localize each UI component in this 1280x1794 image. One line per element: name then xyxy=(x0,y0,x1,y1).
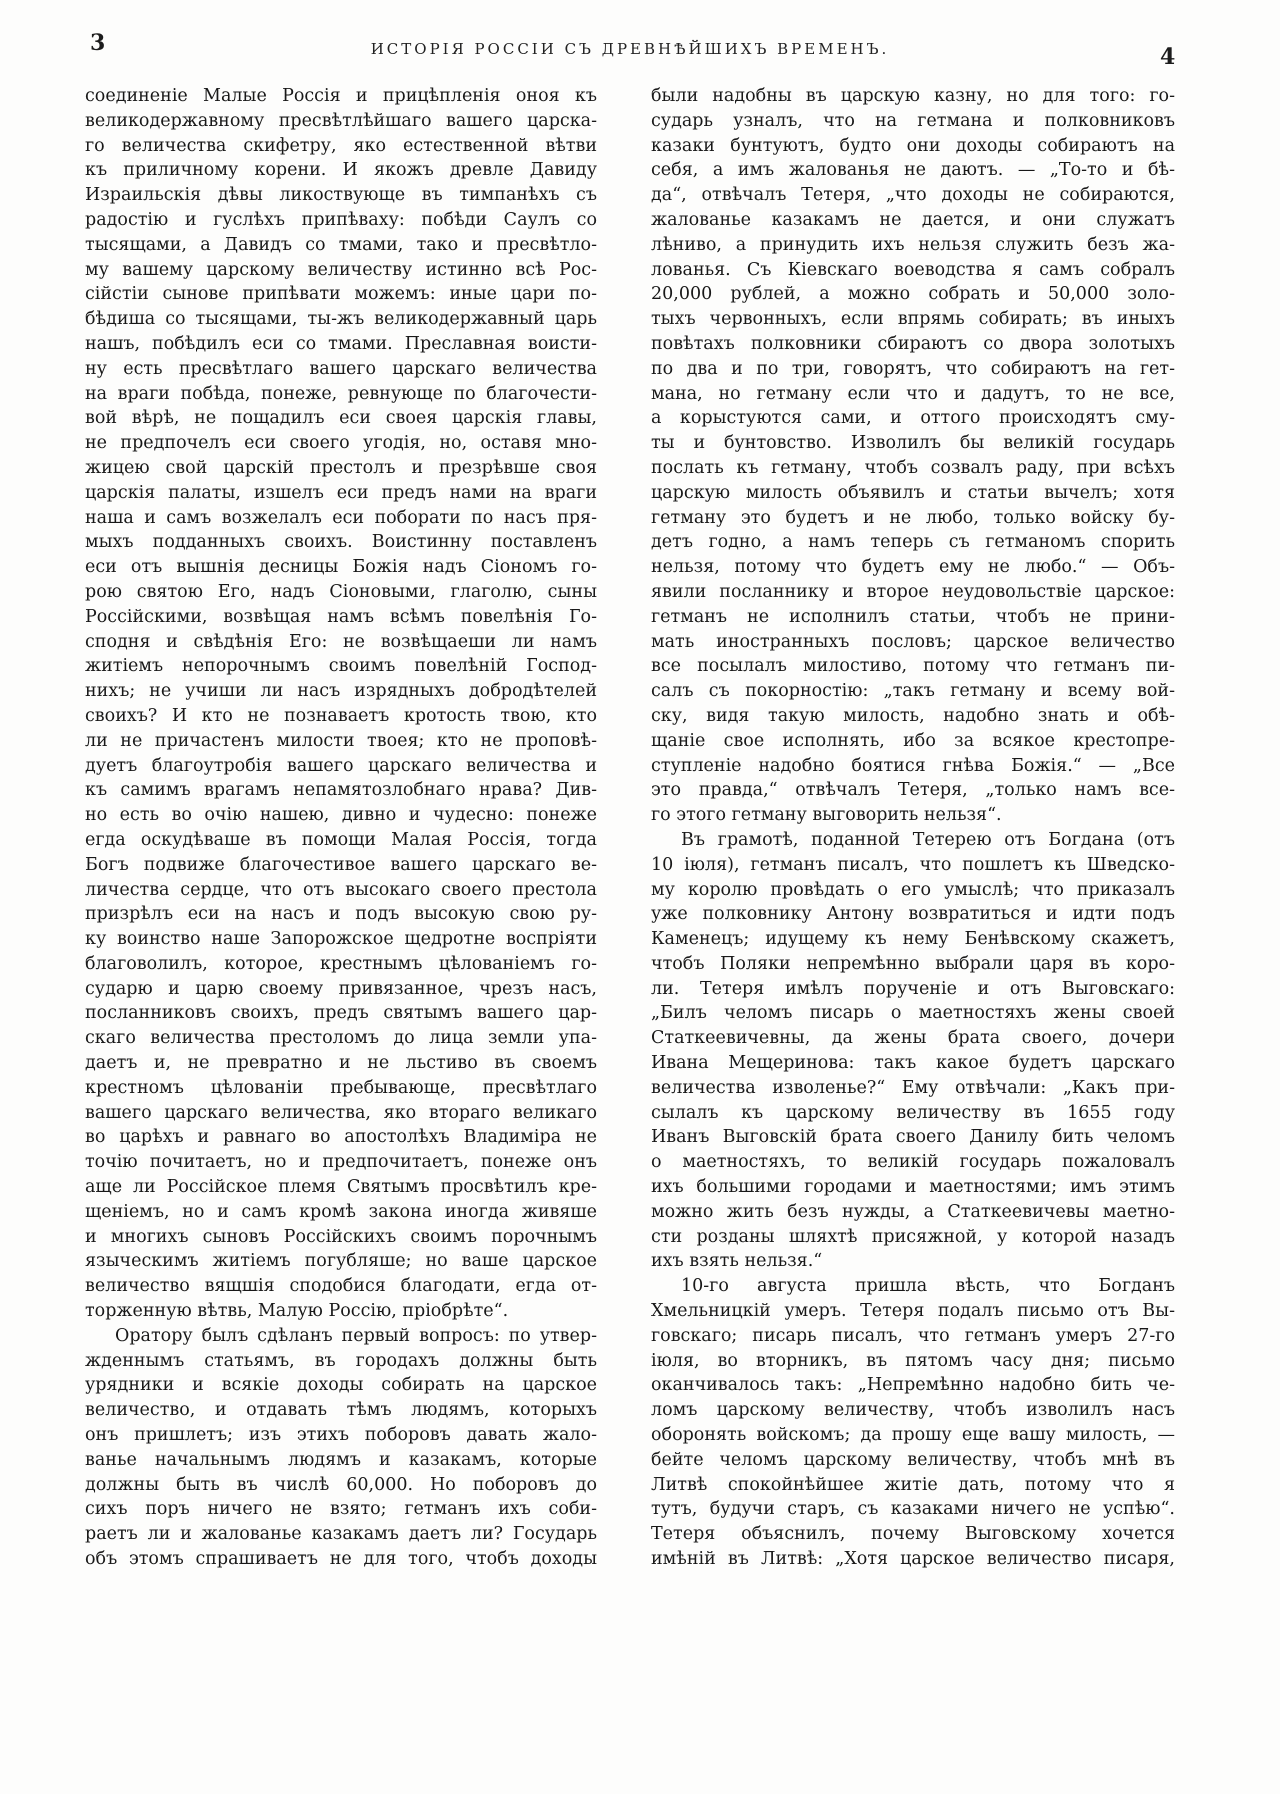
text-line: сійстіи сынове припѣвати можемъ: иные цари по- xyxy=(85,284,597,305)
text-line: аще ли Россійское племя Святымъ просвѣтилъ кре- xyxy=(85,1177,597,1198)
text-line: ли. Тетеря имѣлъ порученіе и отъ Выговскаго: xyxy=(651,978,1175,999)
text-line: житіемъ непорочнымъ своимъ повелѣній Господ- xyxy=(85,656,597,677)
text-line: къ самимъ врагамъ непамятозлобнаго нрава? Див- xyxy=(85,780,597,801)
text-line: должны быть въ числѣ 60,000. Но поборовъ до xyxy=(85,1474,597,1495)
text-line: Литвѣ спокойнѣйшее житіе дать, потому что я xyxy=(651,1474,1175,1495)
text-line: рою святою Его, надъ Сіоновыми, глаголю, сыны xyxy=(85,581,597,602)
text-line: царскую милость объявилъ и статьи вычелъ; хотя xyxy=(651,482,1175,503)
text-line: наша и самъ возжелалъ еси поборати по насъ пря- xyxy=(85,507,597,528)
text-line: на враги побѣда, понеже, ревнующе по благочести- xyxy=(85,383,597,404)
text-line: ли не причастенъ милости твоея; кто не проповѣ- xyxy=(85,730,597,751)
text-column-left xyxy=(85,84,597,1572)
text-line: сти розданы шляхтѣ присяжной, у которой назадъ xyxy=(651,1226,1175,1247)
text-line: повѣтахъ полковники сбираютъ со двора золотыхъ xyxy=(651,333,1175,354)
text-line: лѣниво, а принудить ихъ нельзя служить безъ жа- xyxy=(651,234,1175,255)
text-line: тутъ, будучи старъ, съ казаками ничего не успѣю“. xyxy=(651,1499,1175,1520)
text-line: сударь узналъ, что на гетмана и полковниковъ xyxy=(651,110,1175,131)
text-line: дуетъ благоутробія вашего царскаго величества и xyxy=(85,755,597,776)
text-line: ихъ взять нельзя.“ xyxy=(651,1251,823,1272)
text-line: все посылалъ милостиво, потому что гетманъ пи- xyxy=(651,656,1175,677)
text-line: ступленіе надобно боятися гнѣва Божія.“ — „Все xyxy=(651,755,1175,776)
text-line: Россійскими, возвѣщая намъ всѣмъ повелѣнія Го- xyxy=(85,606,597,627)
text-line: го этого гетману выговорить нельзя“. xyxy=(651,805,1002,826)
text-line: бѣдиша со тысящами, ты-жъ великодержавный царь xyxy=(85,309,597,330)
text-line: точію почитаетъ, но и предпочитаетъ, понеже онъ xyxy=(85,1152,597,1173)
text-line: 10 іюля), гетманъ писалъ, что пошлетъ къ Шведско- xyxy=(651,854,1175,875)
text-line: можно жить безъ нужды, а Статкеевичевы маетно- xyxy=(651,1201,1175,1222)
text-line: мана, но гетману если что и дадутъ, то не все, xyxy=(651,383,1175,404)
text-line: жицею свой царскій престолъ и презрѣвше своя xyxy=(85,457,597,478)
text-line: ку воинство наше Запорожское щедротне воспріяти xyxy=(85,929,597,950)
text-line: сударю и царю своему привязанное, чрезъ насъ, xyxy=(85,978,597,999)
text-line: Тетеря объяснилъ, почему Выговскому хочется xyxy=(651,1524,1175,1545)
text-line: 20,000 рублей, а можно собрать и 50,000 золо- xyxy=(651,284,1175,305)
text-line: языческимъ житіемъ погубляше; но ваше царское xyxy=(85,1251,597,1272)
text-line: Въ грамотѣ, поданной Тетерею отъ Богдана (отъ xyxy=(681,829,1175,850)
text-line: благоволилъ, которое, крестнымъ цѣлованіемъ го- xyxy=(85,953,597,974)
text-line: Каменецъ; идущему къ нему Бенѣвскому скажетъ, xyxy=(651,929,1175,950)
text-line: явили посланнику и второе неудовольствіе царское: xyxy=(651,581,1175,602)
text-line: гетману это будетъ и не любо, только войску бу- xyxy=(651,507,1175,528)
text-line: урядники и всякіе доходы собирать на царское xyxy=(85,1375,597,1396)
text-line: о маетностяхъ, то великій государь пожаловалъ xyxy=(651,1152,1175,1173)
text-line: еси отъ вышнія десницы Божія надъ Сіономъ го- xyxy=(85,557,597,578)
text-line: во царѣхъ и равнаго во апостолѣхъ Владиміра не xyxy=(85,1127,597,1148)
running-title: ИСТОРІЯ РОССІИ СЪ ДРЕВНѢЙШИХЪ ВРЕМЕНЪ. xyxy=(370,40,890,58)
text-line: объ этомъ спрашиваетъ не для того, чтобъ доходы xyxy=(85,1549,597,1570)
text-columns xyxy=(85,84,1175,1572)
text-line: егда оскудѣваше въ помощи Малая Россія, тогда xyxy=(85,829,597,850)
text-line: но есть во очію нашею, дивно и чудесно: понеже xyxy=(85,805,597,826)
text-line: своихъ? И кто не познаваетъ кротость твою, кто xyxy=(85,705,597,726)
text-line: мать иностранныхъ пословъ; царское величество xyxy=(651,631,1175,652)
text-line: посланниковъ своихъ, предъ святымъ вашего цар- xyxy=(85,1003,597,1024)
text-line: бейте челомъ царскому величеству, чтобъ мнѣ въ xyxy=(651,1449,1175,1470)
text-line: тысящами, а Давидъ со тмами, тако и пресвѣтло- xyxy=(85,234,597,255)
text-line: были надобны въ царскую казну, но для того: го- xyxy=(651,86,1175,106)
text-line: уже полковнику Антону возвратиться и идти подъ xyxy=(651,904,1175,925)
text-line: іюля, во вторникъ, въ пятомъ часу дня; письмо xyxy=(651,1350,1175,1371)
text-line: торженную вѣтвь, Малую Россію, пріобрѣте“. xyxy=(85,1301,509,1322)
text-line: мыхъ подданныхъ своихъ. Воистинну поставленъ xyxy=(85,532,597,553)
text-line: детъ годно, а намъ теперь съ гетманомъ спорить xyxy=(651,532,1175,553)
text-line: великодержавному пресвѣтлѣйшаго вашего царска- xyxy=(85,110,597,131)
text-line: 10-го августа пришла вѣсть, что Богданъ xyxy=(681,1276,1175,1297)
text-line: Оратору былъ сдѣланъ первый вопросъ: по утвер- xyxy=(115,1325,597,1346)
text-line: и многихъ сыновъ Россійскихъ своимъ порочнымъ xyxy=(85,1226,597,1247)
text-line: а корыстуются сами, и оттого происходятъ сму- xyxy=(651,408,1175,429)
text-line: призрѣлъ еси на насъ и подъ высокую свою ру- xyxy=(85,904,597,925)
text-line: по два и по три, говорятъ, что собираютъ на гет- xyxy=(651,358,1175,379)
text-line: жалованье казакамъ не дается, и они служатъ xyxy=(651,209,1175,230)
text-line: себя, а имъ жалованья не даютъ. — „То-то и бѣ- xyxy=(651,160,1175,181)
text-line: вой вѣрѣ, не пощадилъ еси своея царскія главы, xyxy=(85,408,597,429)
text-line: соединеніе Малые Россія и прицѣпленія оноя къ xyxy=(85,86,597,106)
page-number-left: 3 xyxy=(90,30,106,56)
text-line: царскія палаты, изшелъ еси предъ нами на враги xyxy=(85,482,597,503)
text-line: оборонять войскомъ; да прошу еще вашу милость, — xyxy=(651,1425,1175,1446)
text-line: нашъ, побѣдилъ еси со тмами. Преславная воисти- xyxy=(85,333,597,354)
page-number-right: 4 xyxy=(1160,44,1176,70)
text-line: величество вящшія сподобися благодати, егда от- xyxy=(85,1276,597,1297)
text-line: Ивана Мещеринова: такъ какое будетъ царскаго xyxy=(651,1053,1175,1074)
text-column-right xyxy=(651,84,1175,1572)
text-line: сихъ поръ ничего не взято; гетманъ ихъ соби- xyxy=(85,1499,597,1520)
text-line: ванье начальнымъ людямъ и казакамъ, которые xyxy=(85,1449,597,1470)
text-line: ну есть пресвѣтлаго вашего царскаго величества xyxy=(85,358,597,379)
text-line: послать къ гетману, чтобъ созвалъ раду, при всѣхъ xyxy=(651,457,1175,478)
text-line: личества сердце, что отъ высокаго своего престола xyxy=(85,879,597,900)
text-line: ску, видя такую милость, надобно знать и обѣ- xyxy=(651,705,1175,726)
text-line: му королю провѣдать о его умыслѣ; что приказалъ xyxy=(651,879,1175,900)
text-line: вашего царскаго величества, яко втораго великаго xyxy=(85,1102,597,1123)
text-line: жденнымъ статьямъ, въ городахъ должны быть xyxy=(85,1350,597,1371)
text-line: говскаго; писарь писалъ, что гетманъ умеръ 27-го xyxy=(651,1325,1175,1346)
text-line: сылалъ къ царскому величеству въ 1655 году xyxy=(651,1102,1175,1123)
text-line: Богъ подвиже благочестивое вашего царскаго ве- xyxy=(85,854,597,875)
text-line: крестномъ цѣлованіи пребывающе, пресвѣтлаго xyxy=(85,1077,597,1098)
text-line: щеніемъ, но и самъ кромѣ закона иногда живяше xyxy=(85,1201,597,1222)
text-line: къ приличному корени. И якожъ древле Давиду xyxy=(85,160,597,181)
text-line: го величества скифетру, яко естественной вѣтви xyxy=(85,135,597,156)
text-line: казаки бунтуютъ, будто они доходы собираютъ на xyxy=(651,135,1175,156)
text-line: ихъ большими городами и маетностями; имъ этимъ xyxy=(651,1177,1175,1198)
text-line: оканчивалось такъ: „Непремѣнно надобно бить че- xyxy=(651,1375,1175,1396)
text-line: онъ пришлетъ; изъ этихъ поборовъ давать жало- xyxy=(85,1425,597,1446)
text-line: сподня и свѣдѣнія Его: не возвѣщаеши ли намъ xyxy=(85,631,597,652)
text-line: радостію и гуслѣхъ припѣваху: побѣди Саулъ со xyxy=(85,209,597,230)
text-line: му вашему царскому величеству истинно всѣ Рос- xyxy=(85,259,597,280)
text-line: салъ съ покорностію: „такъ гетману и всему вой- xyxy=(651,681,1175,702)
text-line: даетъ и, не превратно и не льстиво въ своемъ xyxy=(85,1053,597,1074)
text-line: щаніе свое исполнять, ибо за всякое крестопре- xyxy=(651,730,1175,751)
text-line: нихъ; не учиши ли насъ изрядныхъ добродѣтелей xyxy=(85,681,597,702)
text-line: величество, и отдавать тѣмъ людямъ, которыхъ xyxy=(85,1400,597,1421)
text-line: ты и бунтовство. Изволилъ бы великій государь xyxy=(651,433,1175,454)
text-line: Иванъ Выговскій брата своего Данилу бить челомъ xyxy=(651,1127,1175,1148)
text-line: Израильскія дѣвы ликоствующе въ тимпанѣхъ съ xyxy=(85,185,597,206)
text-line: это правда,“ отвѣчалъ Тетеря, „только намъ все- xyxy=(651,780,1175,801)
text-line: Хмельницкій умеръ. Тетеря подалъ письмо отъ Вы- xyxy=(651,1301,1175,1322)
text-line: тыхъ червонныхъ, если впрямь собирать; въ иныхъ xyxy=(651,309,1175,330)
text-line: да“, отвѣчалъ Тетеря, „что доходы не собираются, xyxy=(651,185,1175,206)
text-line: имѣній въ Литвѣ: „Хотя царское величество писаря, xyxy=(651,1549,1175,1570)
text-line: Статкеевичевны, да жены брата своего, дочери xyxy=(651,1028,1175,1049)
text-line: величества изволенье?“ Ему отвѣчали: „Какъ при- xyxy=(651,1077,1175,1098)
column-gutter xyxy=(597,84,651,1572)
text-line: лованья. Съ Кіевскаго воеводства я самъ собралъ xyxy=(651,259,1175,280)
text-line: „Билъ челомъ писарь о маетностяхъ жены своей xyxy=(651,1003,1175,1024)
text-line: чтобъ Поляки непремѣнно выбрали царя въ коро- xyxy=(651,953,1175,974)
text-line: гетманъ не исполнилъ статьи, чтобъ не прини- xyxy=(651,606,1175,627)
text-line: скаго величества престоломъ до лица земли упа- xyxy=(85,1028,597,1049)
text-line: раетъ ли и жалованье казакамъ даетъ ли? Государь xyxy=(85,1524,597,1545)
text-line: ломъ царскому величеству, чтобъ изволилъ насъ xyxy=(651,1400,1175,1421)
text-line: не предпочелъ еси своего угодія, но, оставя мно- xyxy=(85,433,597,454)
text-line: нельзя, потому что будетъ ему не любо.“ — Объ- xyxy=(651,557,1175,578)
